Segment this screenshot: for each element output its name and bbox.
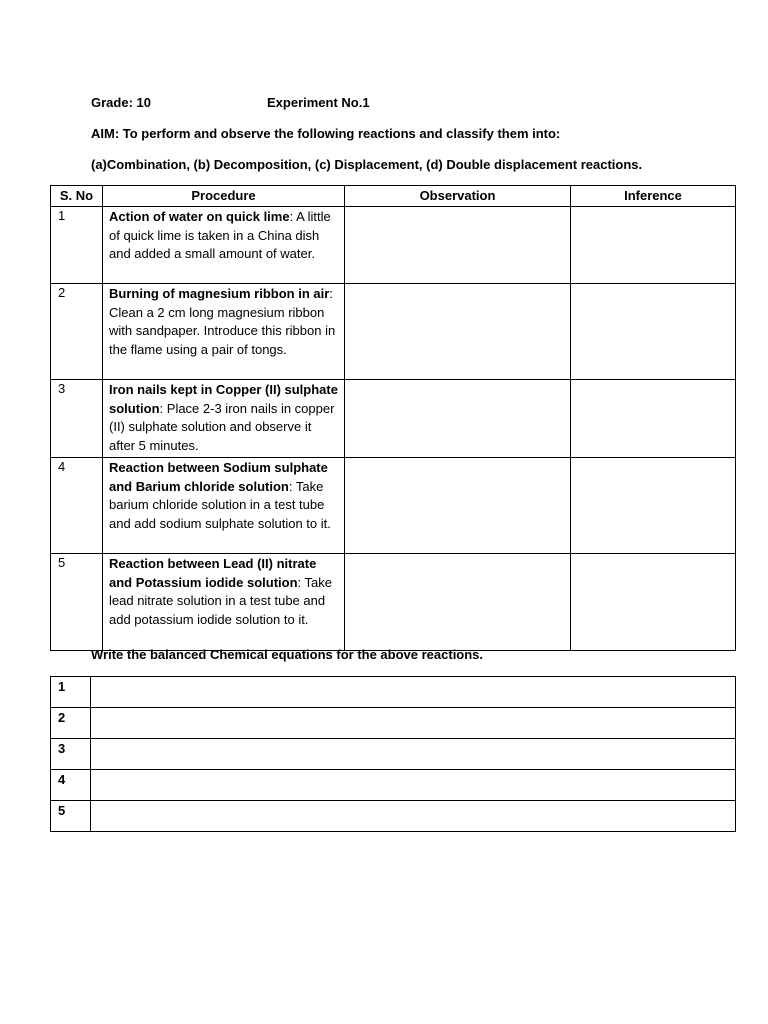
grade-label: Grade: 10 [91, 95, 151, 110]
equations-table [50, 676, 736, 832]
table-header-row [51, 186, 736, 207]
header-sno: S. No [51, 186, 103, 207]
procedure-text: : Clean a 2 cm long magnesium ribbon with sandpaper. Introduce this ribbon in the flame using a pair of tongs. [109, 286, 336, 357]
table-row [51, 554, 736, 651]
procedure-text: : Place 2-3 iron nails in copper (II) sulphate solution and observe it after 5 minutes. [109, 400, 335, 453]
aim-statement: AIM: To perform and observe the following reactions and classify them into: [91, 126, 561, 141]
observation-cell[interactable] [345, 284, 571, 380]
row-number: 3 [51, 380, 103, 458]
observation-cell[interactable] [345, 554, 571, 651]
observation-cell[interactable] [345, 207, 571, 284]
inference-cell[interactable] [571, 458, 736, 554]
equation-cell[interactable] [91, 708, 736, 739]
procedure-cell [103, 380, 345, 458]
inference-cell[interactable] [571, 554, 736, 651]
equations-instruction: Write the balanced Chemical equations for the above reactions. [91, 647, 484, 662]
row-number: 2 [51, 284, 103, 380]
reaction-classes: (a)Combination, (b) Decomposition, (c) Displacement, (d) Double displacement reactions. [91, 157, 643, 172]
equation-number: 2 [51, 708, 91, 739]
equation-row [51, 677, 736, 708]
procedure-table [50, 185, 736, 651]
observation-cell[interactable] [345, 458, 571, 554]
procedure-cell [103, 554, 345, 651]
procedure-text: : Take lead nitrate solution in a test tube and add potassium iodide solution to it. [109, 574, 332, 627]
procedure-title: Reaction between Sodium sulphate and Barium chloride solution [109, 460, 328, 494]
header-observation: Observation [345, 186, 571, 207]
equation-cell[interactable] [91, 801, 736, 832]
inference-cell[interactable] [571, 380, 736, 458]
equation-cell[interactable] [91, 770, 736, 801]
procedure-text: : A little of quick lime is taken in a China dish and added a small amount of water. [109, 209, 331, 262]
procedure-cell [103, 458, 345, 554]
observation-cell[interactable] [345, 380, 571, 458]
table-row [51, 284, 736, 380]
equation-row [51, 708, 736, 739]
equation-number: 5 [51, 801, 91, 832]
equation-cell[interactable] [91, 739, 736, 770]
equation-row [51, 770, 736, 801]
procedure-cell [103, 207, 345, 284]
equation-cell[interactable] [91, 677, 736, 708]
inference-cell[interactable] [571, 284, 736, 380]
inference-cell[interactable] [571, 207, 736, 284]
equation-number: 1 [51, 677, 91, 708]
table-row [51, 458, 736, 554]
procedure-title: Iron nails kept in Copper (II) sulphate solution [109, 382, 338, 416]
procedure-title: Action of water on quick lime [109, 209, 290, 224]
equation-row [51, 801, 736, 832]
row-number: 4 [51, 458, 103, 554]
row-number: 1 [51, 207, 103, 284]
header-procedure: Procedure [103, 186, 345, 207]
procedure-title: Reaction between Lead (II) nitrate and Potassium iodide solution [109, 556, 317, 590]
equation-row [51, 739, 736, 770]
equation-number: 3 [51, 739, 91, 770]
procedure-title: Burning of magnesium ribbon in air [109, 286, 330, 301]
table-row [51, 207, 736, 284]
header-inference: Inference [571, 186, 736, 207]
experiment-title: Experiment No.1 [267, 95, 370, 110]
procedure-text: : Take barium chloride solution in a test tube and add sodium sulphate solution to it. [109, 478, 331, 531]
row-number: 5 [51, 554, 103, 651]
procedure-cell [103, 284, 345, 380]
equation-number: 4 [51, 770, 91, 801]
table-row [51, 380, 736, 458]
